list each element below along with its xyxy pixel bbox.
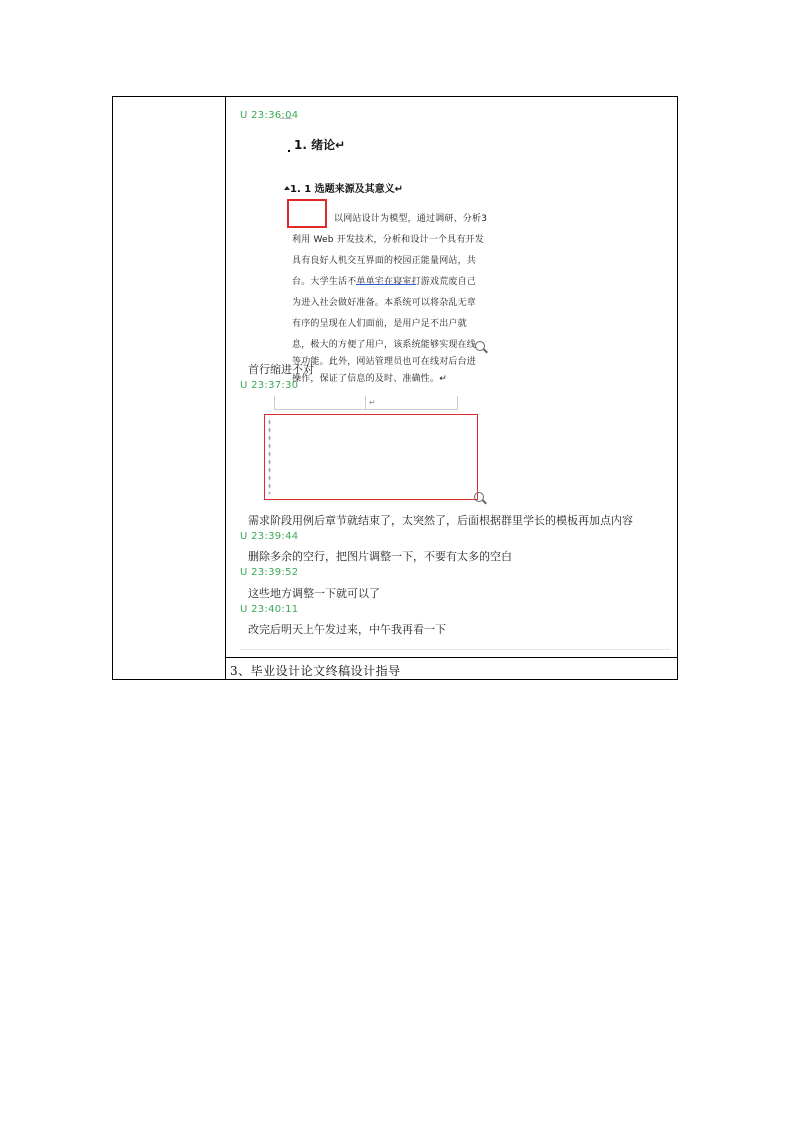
row-divider: [226, 657, 677, 658]
message-timestamp: U 23:36:04: [240, 110, 299, 121]
screenshot-paragraph-line: 操作，保证了信息的及时、准确性。↵: [292, 374, 447, 384]
message-text: 删除多余的空行，把图片调整一下，不要有太多的空白: [248, 550, 512, 563]
screenshot-paragraph-line: 利用 Web 开发技术，分析和设计一个具有开发: [292, 235, 484, 245]
screenshot-paragraph-line: 以网站设计为模型，通过调研、分析3: [334, 214, 488, 224]
message-timestamp: U 23:37:30: [240, 380, 299, 391]
screenshot-paragraph-line: 为进入社会做好准备。本系统可以将杂乱无章: [292, 298, 477, 308]
spellcheck-underline: [356, 284, 416, 285]
paragraph-mark: ↵: [369, 398, 376, 407]
screenshot-paragraph-line: 息，极大的方便了用户，该系统能够实现在线: [292, 340, 477, 350]
screenshot-paragraph-line: 具有良好人机交互界面的校园正能量网站，共: [292, 256, 477, 266]
bullet-dot: [288, 150, 290, 152]
message-timestamp: U 23:39:44: [240, 531, 299, 542]
message-timestamp: U 23:40:11: [240, 604, 299, 615]
highlight-box-blank: [264, 414, 478, 500]
decorative-tick: [280, 118, 292, 119]
highlight-box-indent: [287, 199, 327, 228]
message-text: 首行缩进不对: [248, 363, 314, 376]
table-left-column: [113, 97, 226, 679]
embedded-screenshot-blank-area[interactable]: [262, 396, 492, 506]
message-timestamp: U 23:39:52: [240, 567, 299, 578]
message-text: 改完后明天上午发过来，中午我再看一下: [248, 623, 446, 636]
screenshot-paragraph-line: 台。大学生活不单单宅在寝室打游戏荒废自己: [292, 277, 477, 287]
screenshot-paragraph-line: 有序的呈现在人们面前，是用户足不出户就: [292, 319, 467, 329]
chat-separator: [240, 649, 670, 650]
zoom-in-icon[interactable]: [474, 492, 486, 504]
screenshot-table-edge: [274, 396, 458, 410]
message-text: 需求阶段用例后章节就结束了，太突然了，后面根据群里学长的模板再加点内容: [248, 514, 633, 527]
screenshot-heading-2: 1. 1 选题来源及其意义↵: [290, 184, 404, 195]
section-title: 3、毕业设计论文终稿设计指导: [230, 664, 401, 678]
blank-line-markers: [268, 418, 271, 494]
zoom-in-icon[interactable]: [475, 341, 487, 353]
message-text: 这些地方调整一下就可以了: [248, 587, 380, 600]
screenshot-paragraph-line: 等功能。此外，网站管理员也可在线对后台进: [292, 357, 477, 367]
screenshot-heading-1: 1. 绪论↵: [294, 138, 346, 152]
